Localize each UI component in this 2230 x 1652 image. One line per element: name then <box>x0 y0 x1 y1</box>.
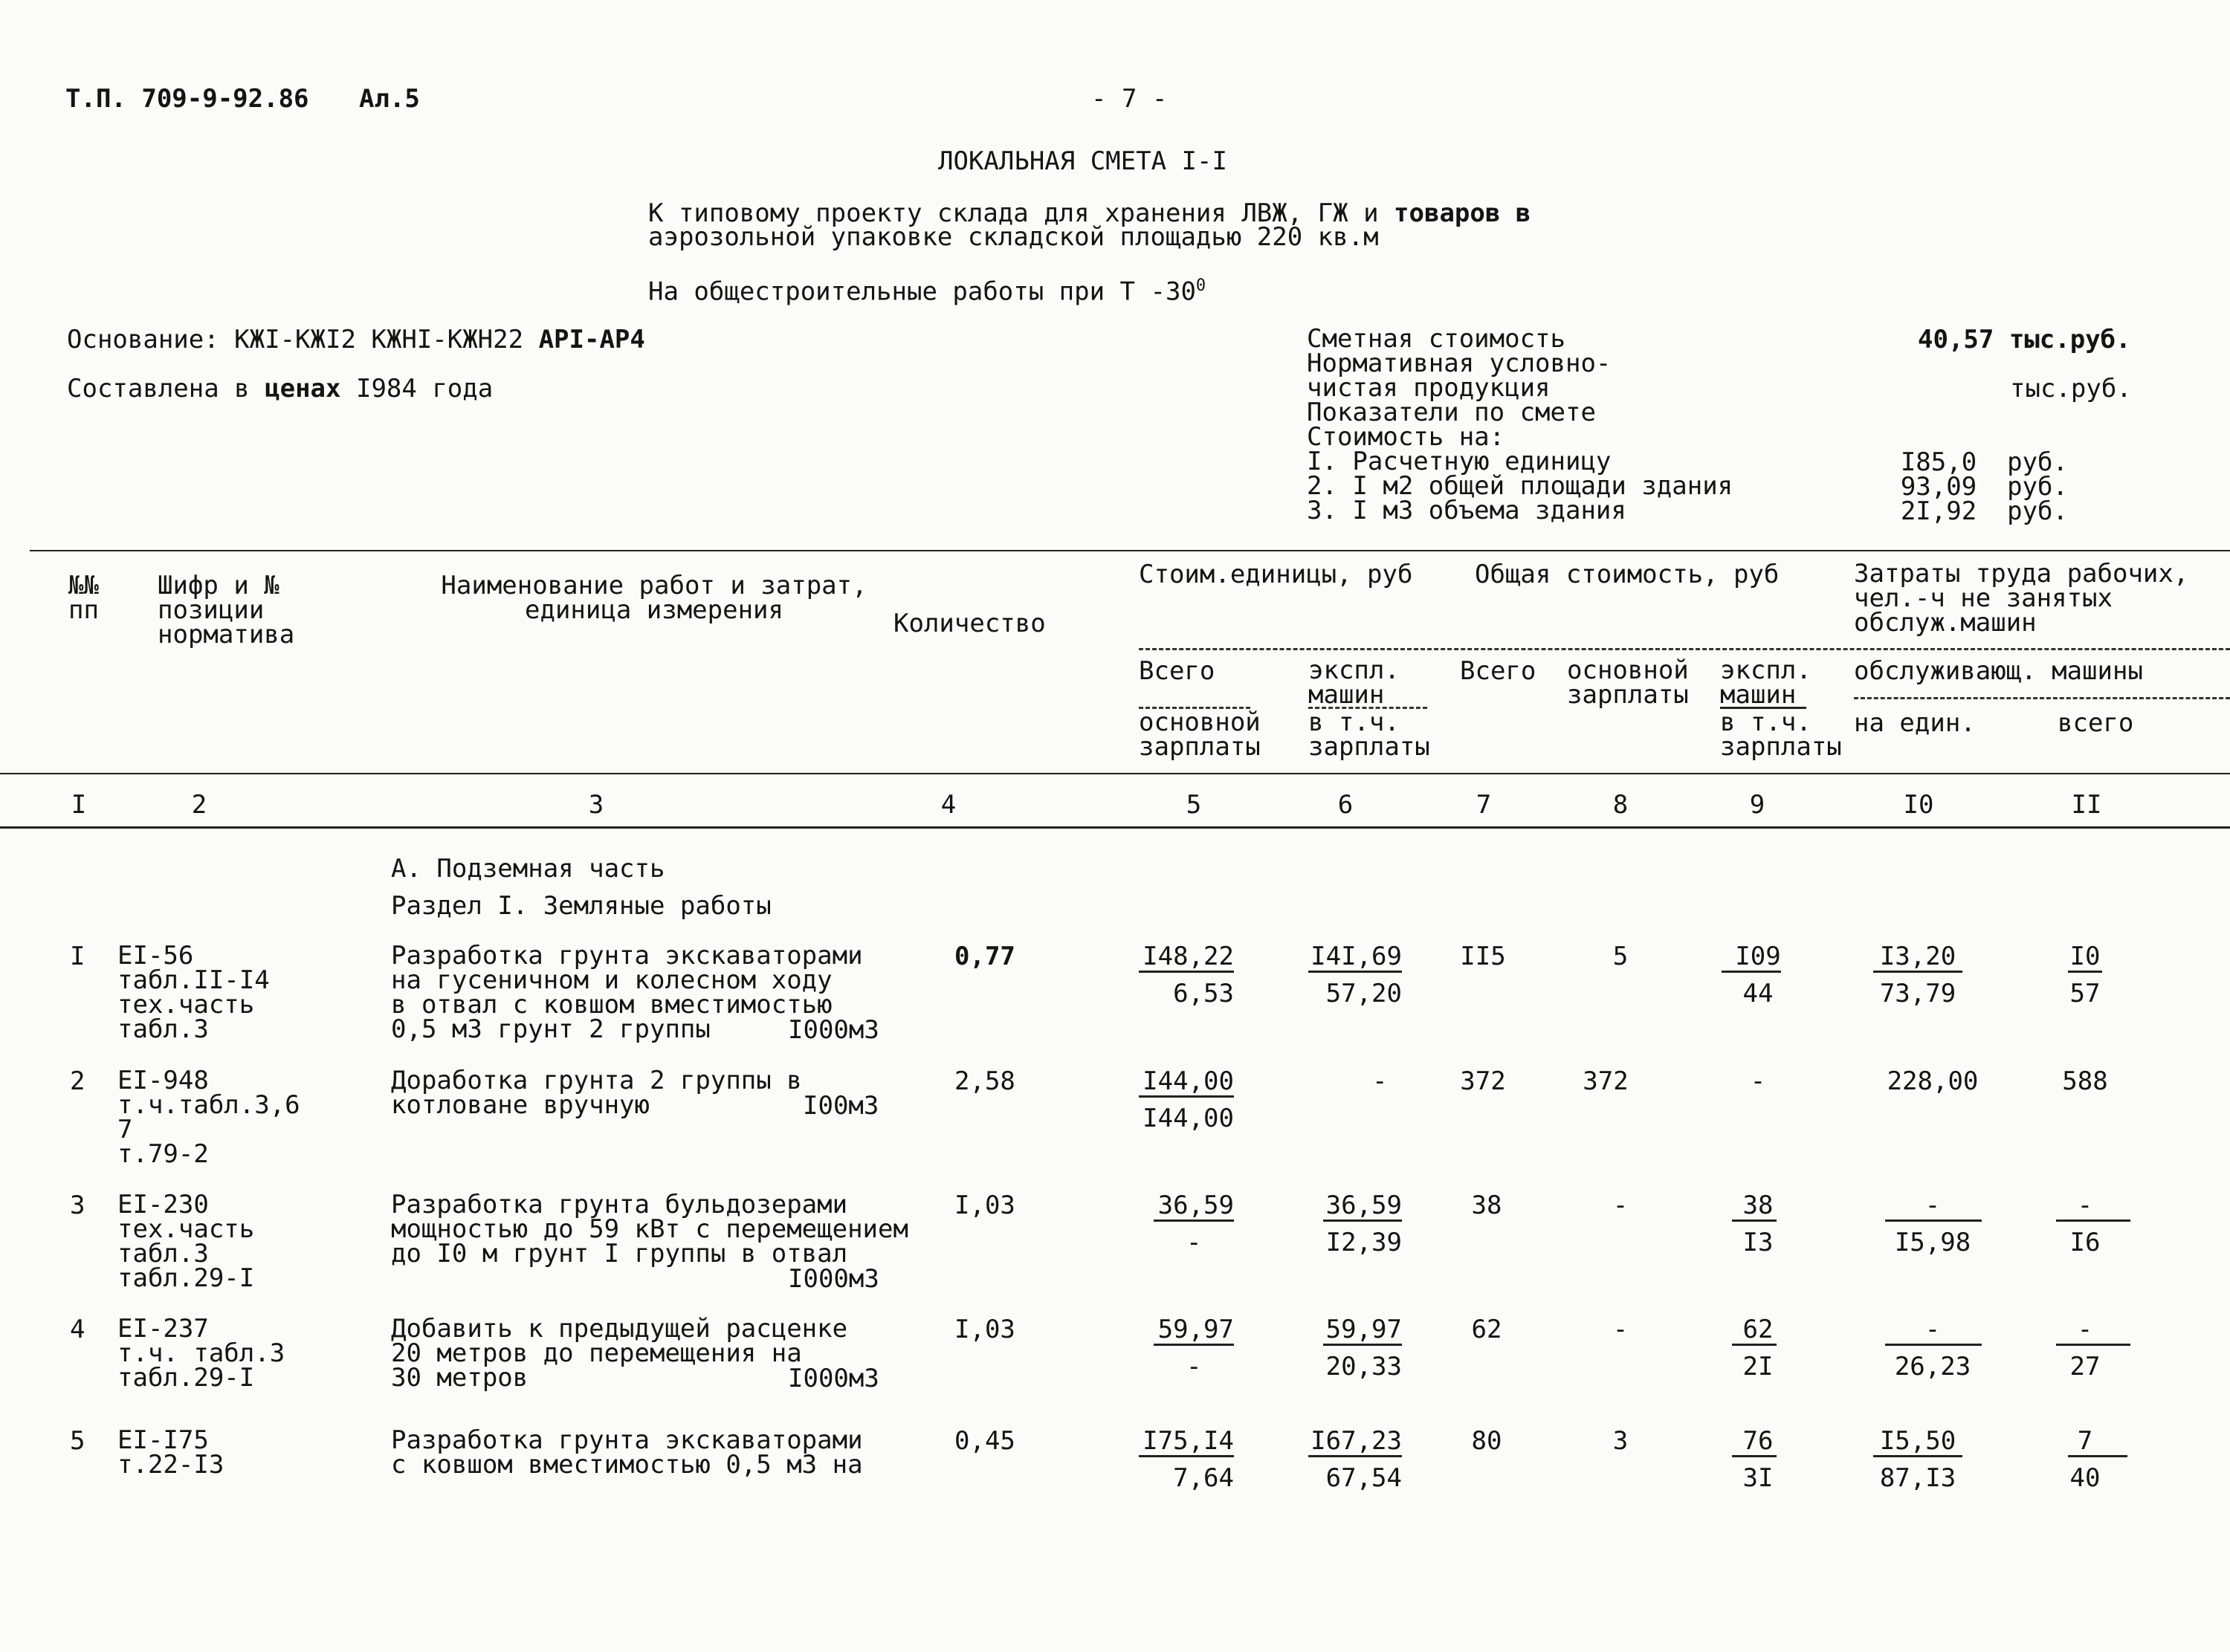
c9-machines: 62 <box>1742 1315 1774 1344</box>
norm-code: EI-237 т.ч. табл.3 табл.29-I <box>117 1314 285 1393</box>
col-num-9: 9 <box>1749 790 1765 820</box>
c5-total: 36,59 <box>1157 1191 1234 1220</box>
header-mid-dash <box>1139 648 2230 650</box>
header-qty: Количество <box>893 609 1046 638</box>
header-all-b: Всего <box>1460 656 1536 686</box>
c5-underline <box>1139 971 1234 973</box>
section-a-title: А. Подземная часть <box>391 854 665 884</box>
c9-machines: I09 <box>1735 942 1781 971</box>
album-number: Ал.5 <box>359 84 420 114</box>
row-number: 4 <box>70 1315 85 1344</box>
c6-machines: 59,97 <box>1325 1315 1402 1344</box>
work-name: Добавить к предыдущей расценке 20 метров до перемещения на 30 метров <box>391 1314 848 1393</box>
works-degree: 0 <box>1195 276 1206 295</box>
c7-total: 62 <box>1471 1315 1502 1344</box>
summary-per-m2: 93,09 руб. <box>1900 472 2068 502</box>
c7-total: II5 <box>1460 942 1506 971</box>
c9-wage: 3I <box>1742 1463 1774 1493</box>
header-bottom-rule <box>0 773 2230 774</box>
norm-code: EI-948 т.ч.табл.3,6 7 т.79-2 <box>117 1066 300 1169</box>
c6-machines: I67,23 <box>1310 1426 1402 1456</box>
header-code: Шифр и № позиции норматива <box>158 571 295 650</box>
header-base-wage-b: основной зарплаты <box>1567 655 1689 710</box>
c6-machines: 36,59 <box>1325 1191 1402 1220</box>
c6-machines: - <box>1372 1066 1388 1096</box>
c9-wage: 2I <box>1742 1352 1774 1381</box>
c11-underline <box>2068 1455 2127 1457</box>
c6-wage: 20,33 <box>1325 1352 1402 1381</box>
c11-total: - <box>2077 1315 2093 1344</box>
c9-machines: 76 <box>1742 1426 1774 1456</box>
c11-serving: 57 <box>2069 979 2101 1008</box>
quantity: I,03 <box>954 1315 1015 1344</box>
col-num-3: 3 <box>588 790 604 820</box>
basis-bold: АРI-АР4 <box>538 325 645 354</box>
row-number: 5 <box>70 1426 85 1456</box>
summary-labels: Сметная стоимость Нормативная условно- чистая продукция Показатели по смете Стоимость на: I. Расчетную единицу 2. I м2 общей площади здания 3. I м3 объема здания <box>1307 324 1733 525</box>
norm-code: EI-56 табл.II-I4 тех.часть табл.3 <box>117 941 270 1044</box>
c10-underline <box>1885 1219 1982 1222</box>
row-number: I <box>70 942 85 971</box>
c10-serving: 73,79 <box>1879 979 1956 1008</box>
c5-wage: 7,64 <box>1173 1463 1234 1493</box>
header-incl-wage-a: в т.ч. зарплаты <box>1308 707 1430 762</box>
c10-per-unit: - <box>1924 1315 1941 1344</box>
header-unit-cost: Стоим.единицы, руб <box>1139 560 1413 589</box>
c7-total: 80 <box>1471 1426 1502 1456</box>
prices-c: I984 года <box>355 374 494 404</box>
subtitle-text-1: К типовому проекту склада для хранения ЛВЖ, ГЖ и <box>648 198 1379 228</box>
summary-cost-unit: тыс.руб. <box>2008 325 2131 354</box>
summary-per-m3: 2I,92 руб. <box>1900 496 2068 526</box>
header-incl-wage-b: в т.ч. зарплаты <box>1720 707 1842 762</box>
c5-wage: - <box>1186 1352 1202 1381</box>
c8-base-wage: - <box>1612 1315 1629 1344</box>
row-number: 3 <box>70 1191 85 1220</box>
subtitle-text-1-bold: товаров в <box>1394 198 1531 228</box>
norm-code: EI-I75 т.22-I3 <box>117 1425 224 1480</box>
c5-total: I44,00 <box>1143 1066 1234 1096</box>
header-base-wage-a: основной зарплаты <box>1139 707 1261 762</box>
c10-per-unit: 228,00 <box>1887 1066 1979 1096</box>
col-num-6: 6 <box>1337 790 1354 820</box>
c5-underline <box>1139 1095 1234 1098</box>
col-num-4: 4 <box>940 790 957 820</box>
col-num-8: 8 <box>1612 790 1629 820</box>
quantity: 0,77 <box>954 942 1015 971</box>
quantity: 0,45 <box>954 1426 1015 1456</box>
c10-serving: I5,98 <box>1894 1228 1971 1257</box>
col-num-1: I <box>71 790 87 820</box>
c7-total: 372 <box>1460 1066 1506 1096</box>
c5-total: I48,22 <box>1143 942 1234 971</box>
c11-total: 588 <box>2062 1066 2108 1096</box>
c5-underline <box>1139 1455 1234 1457</box>
c5-underline <box>1154 1344 1234 1346</box>
basis-line <box>67 327 645 352</box>
prices-b: ценах <box>265 374 341 404</box>
c10-underline <box>1885 1344 1982 1346</box>
estimate-title: ЛОКАЛЬНАЯ СМЕТА I-I <box>938 146 1227 176</box>
c10-per-unit: I3,20 <box>1879 942 1956 971</box>
c9-machines: - <box>1750 1066 1766 1096</box>
c6-wage: 57,20 <box>1325 979 1402 1008</box>
c10-per-unit: I5,50 <box>1879 1426 1956 1456</box>
subtitle-line-2: аэрозольной упаковке складской площадью 220 кв.м <box>648 222 1379 252</box>
section-1-title: Раздел I. Земляные работы <box>391 891 772 921</box>
c5-total: I75,I4 <box>1143 1426 1234 1456</box>
prices-a: Составлена в <box>67 374 250 404</box>
c11-underline <box>2068 971 2102 973</box>
c9-wage: 44 <box>1742 979 1774 1008</box>
c11-underline <box>2056 1344 2130 1346</box>
c8-base-wage: 372 <box>1583 1066 1629 1096</box>
c9-machines: 38 <box>1742 1191 1774 1220</box>
c9-underline <box>1732 1219 1777 1222</box>
c9-underline <box>1732 1344 1777 1346</box>
c8-base-wage: 5 <box>1612 942 1629 971</box>
header-serving: обслуживающ. машины <box>1854 656 2143 686</box>
summary-ncp-unit: тыс.руб. <box>2010 374 2132 404</box>
c6-underline <box>1308 1455 1402 1457</box>
c6-wage: 67,54 <box>1325 1463 1402 1493</box>
quantity: I,03 <box>954 1191 1015 1220</box>
norm-code: EI-230 тех.часть табл.3 табл.29-I <box>117 1190 255 1293</box>
c10-underline <box>1873 1455 1962 1457</box>
c9-underline <box>1722 971 1781 973</box>
c5-wage: I44,00 <box>1143 1104 1234 1133</box>
page-number: - 7 - <box>1091 84 1168 114</box>
prices-line <box>67 374 494 404</box>
c6-wage: I2,39 <box>1325 1228 1402 1257</box>
work-name: Разработка грунта экскаваторами на гусеничном и колесном ходу в отвал с ковшом вместимостью 0,5 м3 грунт 2 группы <box>391 941 863 1044</box>
works-line <box>648 273 1206 307</box>
col-num-11: II <box>2071 790 2102 820</box>
work-unit: I000м3 <box>788 1015 879 1045</box>
c8-base-wage: - <box>1612 1191 1629 1220</box>
col-num-5: 5 <box>1186 790 1202 820</box>
c7-total: 38 <box>1471 1191 1502 1220</box>
summary-per-unit: I85,0 руб. <box>1900 447 2068 477</box>
c11-total: 7 <box>2077 1426 2093 1456</box>
work-unit: I000м3 <box>788 1364 879 1393</box>
header-labor: Затраты труда рабочих, чел.-ч не занятых обслуж.машин <box>1854 559 2189 638</box>
header-total-cost: Общая стоимость, руб <box>1475 560 1780 589</box>
c11-total: I0 <box>2069 942 2101 971</box>
c6-underline <box>1308 971 1402 973</box>
c11-serving: 40 <box>2069 1463 2101 1493</box>
c11-total: - <box>2077 1191 2093 1220</box>
quantity: 2,58 <box>954 1066 1015 1096</box>
work-name: Разработка грунта бульдозерами мощностью до 59 кВт с перемещением до I0 м грунт I группы в отвал <box>391 1190 908 1269</box>
header-total: всего <box>2058 708 2134 738</box>
c10-per-unit: - <box>1924 1191 1941 1220</box>
c5-total: 59,97 <box>1157 1315 1234 1344</box>
c6-machines: I4I,69 <box>1310 942 1402 971</box>
c10-serving: 87,I3 <box>1879 1463 1956 1493</box>
works-text: На общестроительные работы при Т -30 <box>648 276 1196 307</box>
work-unit: I00м3 <box>803 1091 879 1121</box>
work-unit: I000м3 <box>788 1264 879 1294</box>
c11-serving: I6 <box>2069 1228 2101 1257</box>
col-num-7: 7 <box>1476 790 1492 820</box>
header-all-a: Всего <box>1139 656 1215 686</box>
header-num: №№ пп <box>68 571 99 625</box>
c5-underline <box>1154 1219 1234 1222</box>
header-per-unit: на един. <box>1854 708 1976 738</box>
dash-labor <box>1854 697 2230 699</box>
col-num-2: 2 <box>191 790 207 820</box>
col-num-10: I0 <box>1903 790 1934 820</box>
document-code: Т.П. 709-9-92.86 <box>65 84 309 114</box>
header-name: Наименование работ и затрат, единица измерения <box>441 571 867 625</box>
c5-wage: - <box>1186 1228 1202 1257</box>
c10-serving: 26,23 <box>1894 1352 1971 1381</box>
c9-underline <box>1732 1455 1777 1457</box>
summary-cost-value: 40,57 <box>1918 325 1994 354</box>
basis-text: Основание: КЖI-КЖI2 КЖНI-КЖН22 <box>67 325 524 354</box>
c10-underline <box>1873 971 1962 973</box>
work-name: Доработка грунта 2 группы в котловане вручную <box>391 1066 802 1120</box>
header-mach-b: экспл. машин <box>1720 655 1812 710</box>
c11-serving: 27 <box>2069 1352 2101 1381</box>
summary-cost <box>1918 327 2131 352</box>
c6-underline <box>1323 1219 1402 1222</box>
c11-underline <box>2056 1219 2130 1222</box>
c6-underline <box>1323 1344 1402 1346</box>
row-number: 2 <box>70 1066 85 1096</box>
c9-wage: I3 <box>1742 1228 1774 1257</box>
header-top-rule <box>30 550 2230 551</box>
header-mach-a: экспл. машин <box>1308 655 1400 710</box>
c5-wage: 6,53 <box>1173 979 1234 1008</box>
column-numbers-rule <box>0 826 2230 829</box>
c8-base-wage: 3 <box>1612 1426 1629 1456</box>
work-name: Разработка грунта экскаваторами с ковшом вместимостью 0,5 м3 на <box>391 1425 863 1480</box>
